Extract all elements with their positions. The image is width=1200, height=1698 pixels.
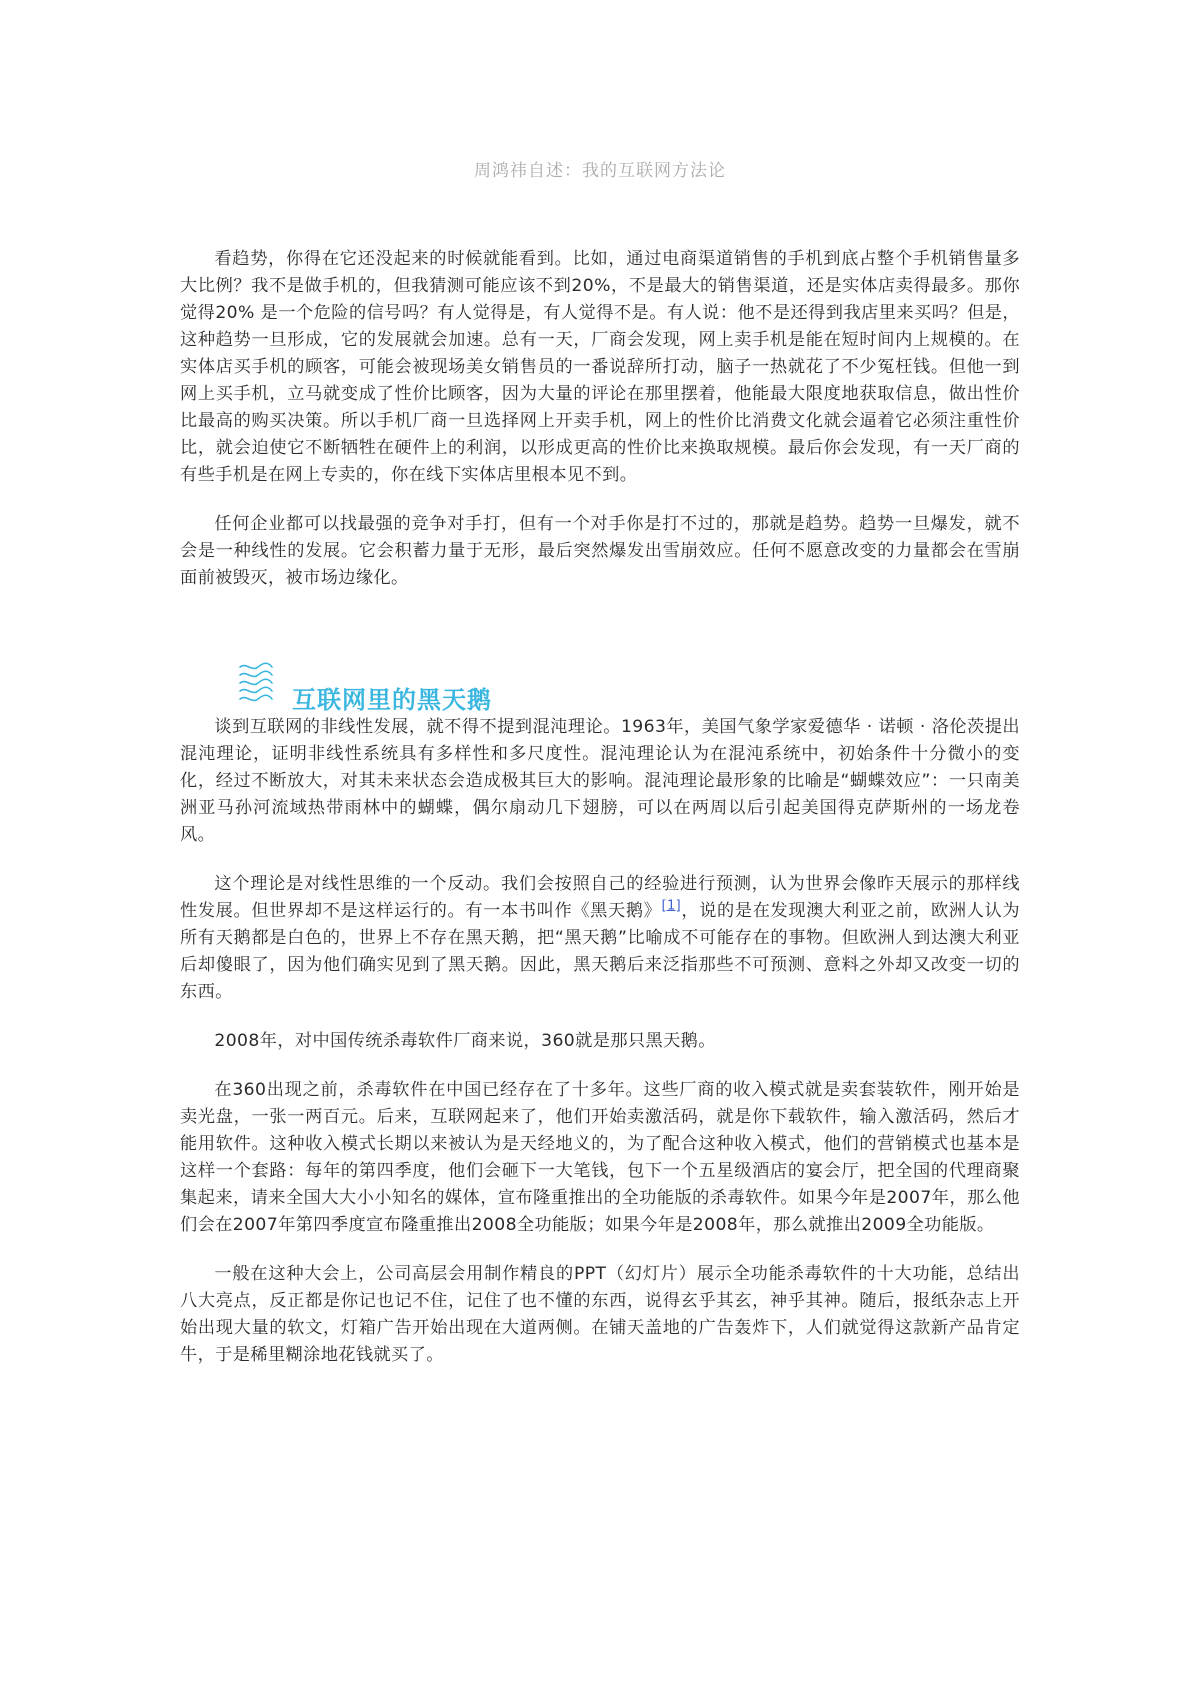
paragraph-trend-phones: 看趋势，你得在它还没起来的时候就能看到。比如，通过电商渠道销售的手机到底占整个手机销售量多大比例？我不是做手机的，但我猜测可能应该不到20%，不是最大的销售渠道，还是实体店卖得最多。那你觉得20% 是一个危险的信号吗？有人觉得是，有人觉得不是。有人说：他不是还得到我店里来买吗？但是，这种趋势一旦形成，它的发展就会加速。总有一天，厂商会发现，网上卖手机是能在短时间内上规模的。在实体店买手机的顾客，可能会被现场美女销售员的一番说辞所打动，脑子一热就花了不少冤枉钱。但他一到网上买手机，立马就变成了性价比顾客，因为大量的评论在那里摆着，他能最大限度地获取信息，做出性价比最高的购买决策。所以手机厂商一旦选择网上开卖手机，网上的性价比消费文化就会逼着它必须注重性价比，就会迫使它不断牺牲在硬件上的利润，以形成更高的性价比来换取规模。最后你会发现，有一天厂商的有些手机是在网上专卖的，你在线下实体店里根本见不到。 bbox=[180, 249, 1020, 485]
paragraph-trend-avalanche: 任何企业都可以找最强的竞争对手打，但有一个对手你是打不过的，那就是趋势。趋势一旦爆发，就不会是一种线性的发展。它会积蓄力量于无形，最后突然爆发出雪崩效应。任何不愿意改变的力量都会在雪崩面前被毁灭，被市场边缘化。 bbox=[180, 514, 1020, 588]
paragraph-launch-event: 一般在这种大会上，公司高层会用制作精良的PPT（幻灯片）展示全功能杀毒软件的十大功能，总结出八大亮点，反正都是你记也记不住，记住了也不懂的东西，说得玄乎其玄，神乎其神。随后，报纸杂志上开始出现大量的软文，灯箱广告开始出现在大道两侧。在铺天盖地的广告轰炸下，人们就觉得这款新产品肯定牛，于是稀里糊涂地花钱就买了。 bbox=[180, 1264, 1020, 1365]
section-heading bbox=[236, 668, 492, 714]
paragraph-chaos-theory: 谈到互联网的非线性发展，就不得不提到混沌理论。1963年，美国气象学家爱德华 · 诺顿 · 洛伦茨提出混沌理论，证明非线性系统具有多样性和多尺度性。混沌理论认为在混沌系统中，初始条件十分微小的变化，经过不断放大，对其未来状态会造成极其巨大的影响。混沌理论最形象的比喻是“蝴蝶效应”：一只南美洲亚马孙河流域热带雨林中的蝴蝶，偶尔扇动几下翅膀，可以在两周以后引起美国得克萨斯州的一场龙卷风。 bbox=[180, 717, 1020, 845]
paragraph-antivirus-business-model: 在360出现之前，杀毒软件在中国已经存在了十多年。这些厂商的收入模式就是卖套装软件，刚开始是卖光盘，一张一两百元。后来，互联网起来了，他们开始卖激活码，就是你下载软件，输入激活码，然后才能用软件。这种收入模式长期以来被认为是天经地义的，为了配合这种收入模式，他们的营销模式也基本是这样一个套路：每年的第四季度，他们会砸下一大笔钱，包下一个五星级酒店的宴会厅，把全国的代理商聚集起来，请来全国大大小小知名的媒体，宣布隆重推出的全功能版的杀毒软件。如果今年是2007年，那么他们会在2007年第四季度宣布隆重推出2008全功能版；如果今年是2008年，那么就推出2009全功能版。 bbox=[180, 1080, 1020, 1235]
paragraph-360-black-swan: 2008年，对中国传统杀毒软件厂商来说，360就是那只黑天鹅。 bbox=[214, 1031, 716, 1051]
paragraph-black-swan-book bbox=[180, 871, 1020, 1006]
paragraph-text-before-ref: 这个理论是对线性思维的一个反动。我们会按照自己的经验进行预测，认为世界会像昨天展示的那样线性发展。但世界却不是这样运行的。有一本书叫作《黑天鹅》 bbox=[180, 874, 1020, 921]
section-title: 互联网里的黑天鹅 bbox=[292, 685, 492, 714]
running-header: 周鸿祎自述：我的互联网方法论 bbox=[474, 161, 726, 181]
paragraph-text-after-ref: ，说的是在发现澳大利亚之前，欧洲人认为所有天鹅都是白色的，世界上不存在黑天鹅，把“黑天鹅”比喻成不可能存在的事物。但欧洲人到达澳大利亚后却傻眼了，因为他们确实见到了黑天鹅。因此，黑天鹅后来泛指那些不可预测、意料之外却又改变一切的东西。 bbox=[180, 901, 1020, 1002]
body-section-black-swan bbox=[180, 714, 1020, 1391]
wave-lines-icon bbox=[236, 659, 276, 707]
body-section-trend bbox=[180, 246, 1020, 614]
footnote-link[interactable]: [1] bbox=[661, 898, 682, 914]
